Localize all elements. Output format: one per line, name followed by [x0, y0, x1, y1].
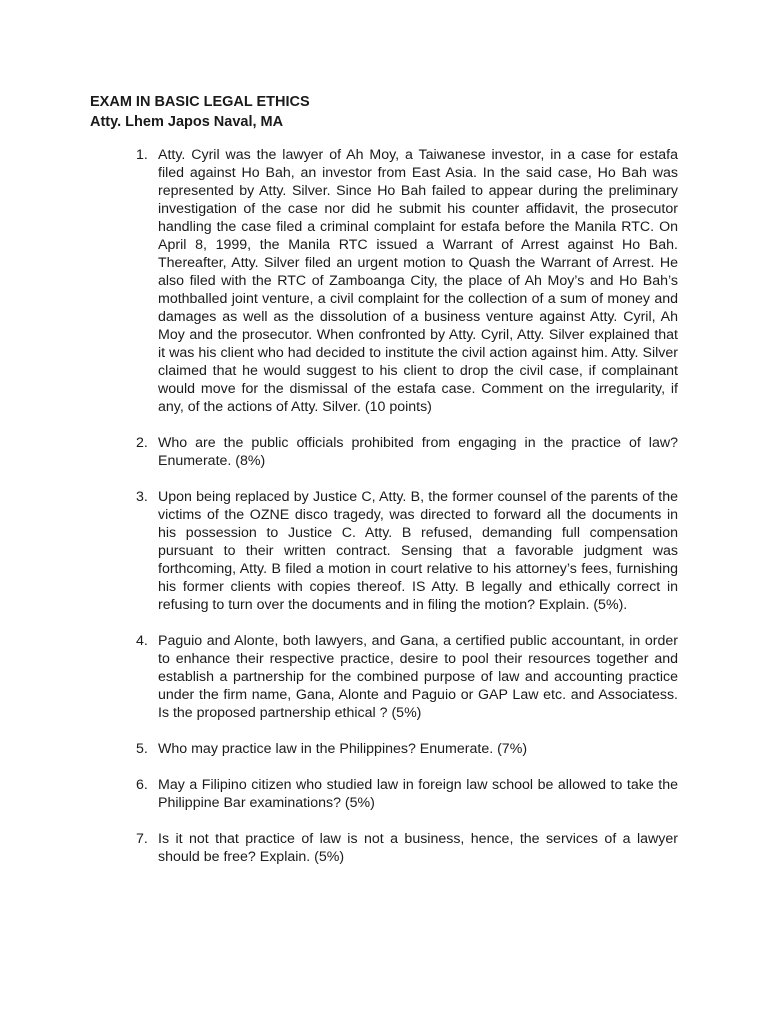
question-item [0, 632, 678, 722]
question-number: 3. [136, 489, 148, 505]
question-text: Upon being replaced by Justice C, Atty. B, the former counsel of the parents of the victims of the OZNE disco tragedy, was directed to forward all the documents in his possession to Justice C. Atty. B refused, demanding full compensation pursuant to their written contract. Sensing that a favorable judgment was forthcoming, Atty. B filed a motion in court relative to his attorney’s fees, furnishing his former clients with copies thereof. IS Atty. B legally and ethically correct in refusing to turn over the documents and in filing the motion? Explain. (5%). [158, 489, 678, 613]
question-number: 4. [136, 633, 148, 649]
question-item [0, 146, 678, 416]
question-number: 6. [136, 777, 148, 793]
question-text: Paguio and Alonte, both lawyers, and Gana, a certified public accountant, in order to enhance their respective practice, desire to pool their resources together and establish a partnership for the combined purpose of law and accounting practice under the firm name, Gana, Alonte and Paguio or GAP Law etc. and Associatess. Is the proposed partnership ethical ? (5%) [158, 633, 678, 721]
question-text: Who may practice law in the Philippines? Enumerate. (7%) [158, 741, 528, 757]
question-text: Is it not that practice of law is not a business, hence, the services of a lawyer should be free? Explain. (5%) [158, 831, 678, 865]
question-number: 2. [136, 435, 148, 451]
document-title: EXAM IN BASIC LEGAL ETHICS [90, 94, 310, 110]
question-number: 5. [136, 741, 148, 757]
question-number: 7. [136, 831, 148, 847]
document-author: Atty. Lhem Japos Naval, MA [90, 114, 284, 130]
question-list [0, 146, 768, 884]
question-item [0, 776, 678, 812]
question-item [0, 740, 678, 758]
question-text: May a Filipino citizen who studied law in foreign law school be allowed to take the Philippine Bar examinations? (5%) [158, 777, 678, 811]
document-header [90, 92, 310, 132]
question-item [0, 830, 678, 866]
question-item [0, 434, 678, 470]
question-text: Atty. Cyril was the lawyer of Ah Moy, a Taiwanese investor, in a case for estafa filed against Ho Bah, an investor from East Asia. In the said case, Ho Bah was represented by Atty. Silver. Since Ho Bah failed to appear during the preliminary investigation of the case nor did he submit his counter affidavit, the prosecutor handling the case filed a criminal complaint for estafa before the Manila RTC. On April 8, 1999, the Manila RTC issued a Warrant of Arrest against Ho Bah. Thereafter, Atty. Silver filed an urgent motion to Quash the Warrant of Arrest. He also filed with the RTC of Zamboanga City, the place of Ah Moy’s and Ho Bah’s mothballed joint venture, a civil complaint for the collection of a sum of money and damages as well as the dissolution of a business venture against Atty. Cyril, Ah Moy and the prosecutor. When confronted by Atty. Cyril, Atty. Silver explained that it was his client who had decided to institute the civil action against him. Atty. Silver claimed that he would suggest to his client to drop the civil case, if complainant would move for the dismissal of the estafa case. Comment on the irregularity, if any, of the actions of Atty. Silver. (10 points) [158, 147, 678, 415]
question-item [0, 488, 678, 614]
question-text: Who are the public officials prohibited from engaging in the practice of law? Enumerate. (8%) [158, 435, 678, 469]
question-number: 1. [136, 147, 148, 163]
